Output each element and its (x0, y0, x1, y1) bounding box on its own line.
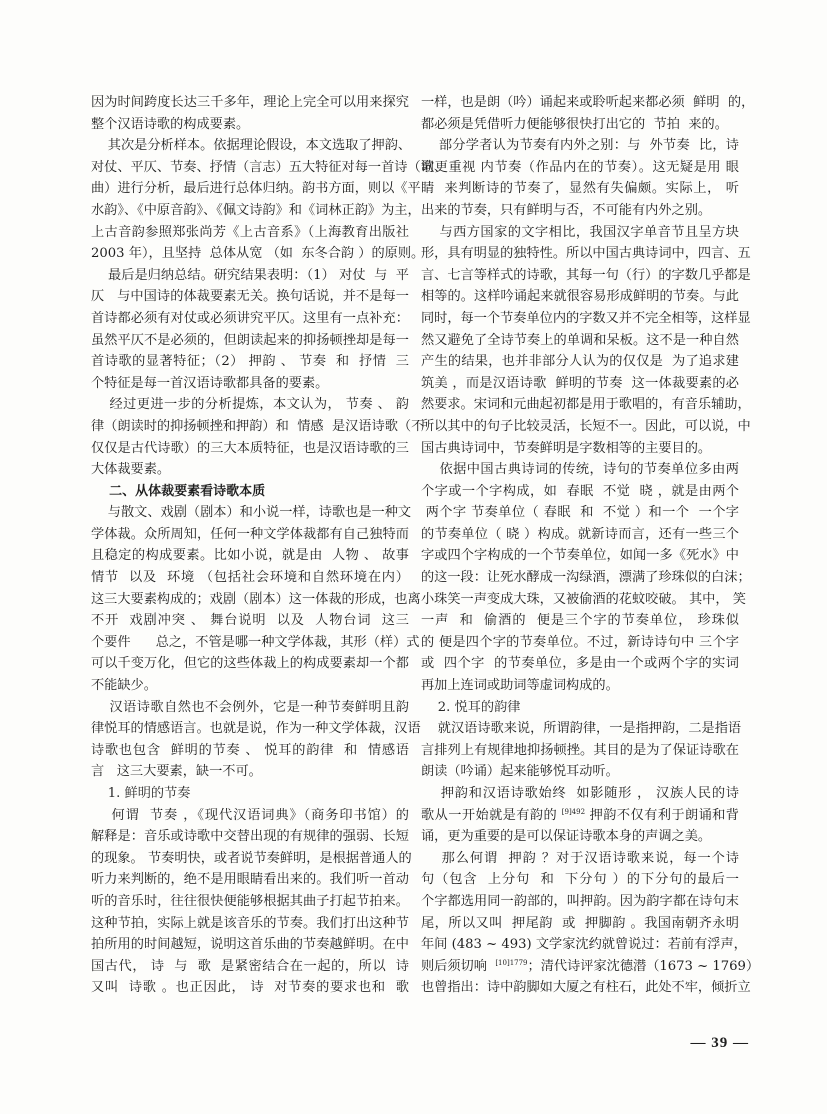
text-line: 可以千变万化，但它的这些体裁上的构成要素却一个都 (91, 656, 409, 672)
text-line: 个字或一个字构成，如 春眠 不觉 晓 ，就是由两个 (421, 483, 739, 499)
text-line: 水韵》、《中原音韵》、《佩文诗韵》和《词林正韵》为主， (91, 202, 421, 218)
text-line: 字或四个字构成的一个节奏单位，如闻一多《死水》中 (421, 548, 739, 564)
paragraph-end-line: 朗读（吟诵）起来能够悦耳动听。 (421, 764, 619, 780)
citation-reference: [9]492 (561, 807, 586, 816)
text-line: 首诗歌的显著特征；（2） 押韵 、 节奏 和 抒情 三 (91, 354, 409, 370)
text-line: 曲）进行分析，最后进行总体归纳。韵书方面，则以《平 (91, 181, 421, 197)
text-line: 与西方国家的文字相比，我国汉字单音节且呈方块 (421, 224, 739, 240)
text-line: 那么何谓 押韵 ？对于汉语诗歌来说，每一个诗 (421, 850, 739, 866)
text-line: 听力来判断的，绝不是用眼睛看出来的。我们听一首动 (91, 872, 409, 888)
line-text-before-citation: 则后须切响 (421, 958, 496, 974)
text-line: 同时，每一个节奏单位内的字数又并不完全相等，这样显 (421, 310, 751, 326)
text-line: 又叫 诗歌 。也正因此， 诗 对节奏的要求也和 歌 (91, 980, 409, 996)
text-line: 的这一段：让死水酵成一沟绿酒，漂满了珍珠似的白沫； (421, 570, 751, 586)
text-line: 筑美 ，而是汉语诗歌 鲜明的节奏 这一体裁要素的必 (421, 375, 739, 391)
line-text-before-citation: 歌从一开始就是有韵的 (421, 807, 562, 823)
text-line: 年间 (483 ~ 493) 文学家沈约就曾说过：若前有浮声， (421, 937, 747, 953)
text-line: 经过更进一步的分析提炼，本文认为， 节奏 、 韵 (91, 397, 409, 413)
text-line: 这三大要素构成的；戏剧（剧本）这一体裁的形成，也离 (91, 591, 421, 607)
text-line: 解释是：音乐或诗歌中交替出现的有规律的强弱、长短 (91, 829, 409, 845)
citation-reference: [10]1779 (495, 958, 528, 967)
text-line: 然要求。宋词和元曲起初都是用于歌唱的，有音乐辅助， (421, 397, 751, 413)
text-line: 的现象。 节奏明快，或者说节奏鲜明，是根据普通人的 (91, 850, 412, 866)
text-line: 句（包含 上分句 和 下分句 ）的下分句的最后一 (421, 872, 739, 888)
text-line: 首诗都必须有对仗或必须讲究平仄。这里有一点补充： (91, 310, 409, 326)
text-line: 其次是分析样本。依据理论假设，本文选取了押韵、 (91, 138, 412, 154)
line-text-after-citation: ；清代诗评家沈德潜（1673 ~ 1769） (527, 958, 760, 974)
text-line: 也曾指出：诗中韵脚如大厦之有柱石，此处不牢，倾折立 (421, 980, 751, 996)
text-line: 拍所用的时间越短，说明这首乐曲的节奏越鲜明。在中 (91, 937, 409, 953)
text-line (421, 956, 760, 978)
paragraph-end-line: 不能缺少。 (91, 678, 157, 694)
text-line: 虽然平仄不是必须的，但朗读起来的抑扬顿挫却是每一 (91, 332, 409, 348)
text-line: 因为时间跨度长达三千多年，理论上完全可以用来探究 (91, 95, 409, 110)
text-line: 不开 戏剧冲突 、 舞台说明 以及 人物台词 这三 (91, 613, 409, 629)
page-number: — 39 — (690, 1035, 749, 1051)
text-line: 小珠笑一声变成大珠，又被偷酒的花蚊咬破。 其中， 笑 (421, 591, 746, 607)
text-line (421, 805, 739, 827)
text-line: 学体裁。众所周知，任何一种文学体裁都有自己独特而 (91, 526, 409, 542)
text-line: 何谓 节奏 ，《现代汉语词典》（商务印书馆）的 (91, 807, 409, 823)
text-line: 情节 以及 环境 （包括社会环境和自然环境在内） (91, 570, 409, 586)
text-line: 或 四个字 的节奏单位，多是由一个或两个字的实词 (421, 656, 739, 672)
text-line: 且稳定的构成要素。比如小说，就是由 人物 、 故事 (91, 548, 409, 564)
text-line: 律悦耳的情感语言。也就是说，作为一种文学体裁，汉语 (91, 721, 421, 737)
subsection-heading: 1. 鲜明的节奏 (91, 786, 191, 801)
paragraph-end-line: 都必须是凭借听力便能够很快打出它的 节拍 来的。 (421, 116, 728, 132)
text-line: 产生的结果，也并非部分人认为的仅仅是 为了追求建 (421, 354, 739, 370)
text-line: 上古音韵参照郑张尚芳《上古音系》（上海教育出版社 (91, 224, 409, 240)
line-text-after-citation: 押韵不仅有利于朗诵和背 (585, 807, 739, 823)
text-line: 仅仅是古代诗歌）的三大本质特征，也是汉语诗歌的三 (91, 440, 409, 456)
text-line: 个字都选用同一韵部的，叫押韵。因为韵字都在诗句末 (421, 893, 739, 909)
left-text-column (91, 92, 448, 999)
text-line: 相等的。这样吟诵起来就很容易形成鲜明的节奏。与此 (421, 289, 739, 305)
text-line: 所以其中的句子比较灵活，长短不一。因此，可以说，中 (421, 418, 751, 434)
text-line: 汉语诗歌自然也不会例外，它是一种节奏鲜明且韵 (91, 699, 409, 715)
text-line: 部分学者认为节奏有内外之别：与 外节奏 比，诗 (421, 138, 739, 154)
paragraph-end-line: 出来的节奏，只有鲜明与否，不可能有内外之别。 (421, 202, 712, 218)
text-line: 一声 和 偷酒的 便是三个字的节奏单位， 珍珠似 (421, 613, 739, 629)
text-line: 言排列上有规律地抑扬顿挫。其目的是为了保证诗歌在 (421, 742, 739, 758)
text-line: 最后是归纳总结。研究结果表明：（1） 对仗 与 平 (91, 267, 409, 283)
section-heading: 二、从体裁要素看诗歌本质 (91, 483, 266, 499)
paragraph-end-line: 言 这三大要素，缺一不可。 (91, 764, 262, 780)
right-text-column (421, 92, 760, 999)
text-line: 国古代， 诗 与 歌 是紧密结合在一起的，所以 诗 (91, 958, 409, 974)
text-line: 押韵和汉语诗歌始终 如影随形 ， 汉族人民的诗 (421, 786, 739, 801)
text-line: 两个字 节奏单位（ 春眠 和 不觉 ）和一个 一个字 (421, 505, 739, 521)
text-line: 仄 与中国诗的体裁要素无关。换句话说，并不是每一 (91, 289, 409, 305)
text-line: 律（朗读时的抑扬顿挫和押韵）和 情感 是汉语诗歌（不 (91, 418, 425, 434)
text-line: 睛 来判断诗的节奏了，显然有失偏颇。实际上， 听 (421, 181, 739, 197)
text-line: 2003 年），且坚持 总体从宽 （如 东冬合韵 ）的原则。 (91, 246, 425, 262)
text-line: 就汉语诗歌来说，所谓韵律，一是指押韵，二是指语 (421, 721, 742, 737)
text-line: 这种节拍，实际上就是该音乐的节奏。我们打出这种节 (91, 915, 409, 931)
text-line: 与散文、戏剧（剧本）和小说一样，诗歌也是一种文 (91, 505, 412, 521)
paragraph-end-line: 国古典诗词中，节奏鲜明是字数相等的主要目的。 (421, 440, 712, 456)
text-line: 尾，所以又叫 押尾韵 或 押脚韵 。我国南朝齐永明 (421, 915, 739, 931)
paragraph-end-line: 再加上连词或助词等虚词构成的。 (421, 678, 619, 694)
text-line: 形，具有明显的独特性。所以中国古典诗词中，四言、五 (421, 246, 751, 262)
text-line: 然又避免了全诗节奏上的单调和呆板。这不是一种自然 (421, 332, 739, 348)
text-line: 听的音乐时，往往很快便能够根据其曲子打起节拍来。 (91, 893, 409, 909)
text-line: 言、七言等样式的诗歌，其每一句（行）的字数几乎都是 (421, 267, 751, 283)
text-line: 诗歌也包含 鲜明的节奏 、 悦耳的韵律 和 情感语 (91, 742, 409, 758)
paragraph-end-line: 大体裁要素。 (91, 462, 171, 478)
text-line: 依据中国古典诗词的传统，诗句的节奏单位多由两 (421, 462, 739, 478)
text-line: 个要件 总之，不管是哪一种文学体裁，其形（样）式 (91, 634, 420, 650)
subsection-heading: 2. 悦耳的韵律 (421, 699, 521, 715)
paragraph-end-line: 个特征是每一首汉语诗歌都具备的要素。 (91, 375, 329, 391)
text-line: 对仗、平仄、节奏、抒情（言志）五大特征对每一首诗（词、 (91, 159, 448, 175)
text-line: 的 便是四个字的节奏单位。不过，新诗诗句中 三个字 (421, 634, 739, 650)
paragraph-end-line: 整个汉语诗歌的构成要素。 (91, 116, 250, 132)
text-line: 歌更重视 内节奏（作品内在的节奏）。这无疑是用 眼 (421, 159, 739, 175)
text-line: 一样，也是朗（吟）诵起来或聆听起来都必须 鲜明 的， (421, 95, 755, 110)
text-line: 的节奏单位（ 晓 ）构成。就新诗而言，还有一些三个 (421, 526, 739, 542)
paragraph-end-line: 诵，更为重要的是可以保证诗歌本身的声调之美。 (421, 829, 712, 845)
